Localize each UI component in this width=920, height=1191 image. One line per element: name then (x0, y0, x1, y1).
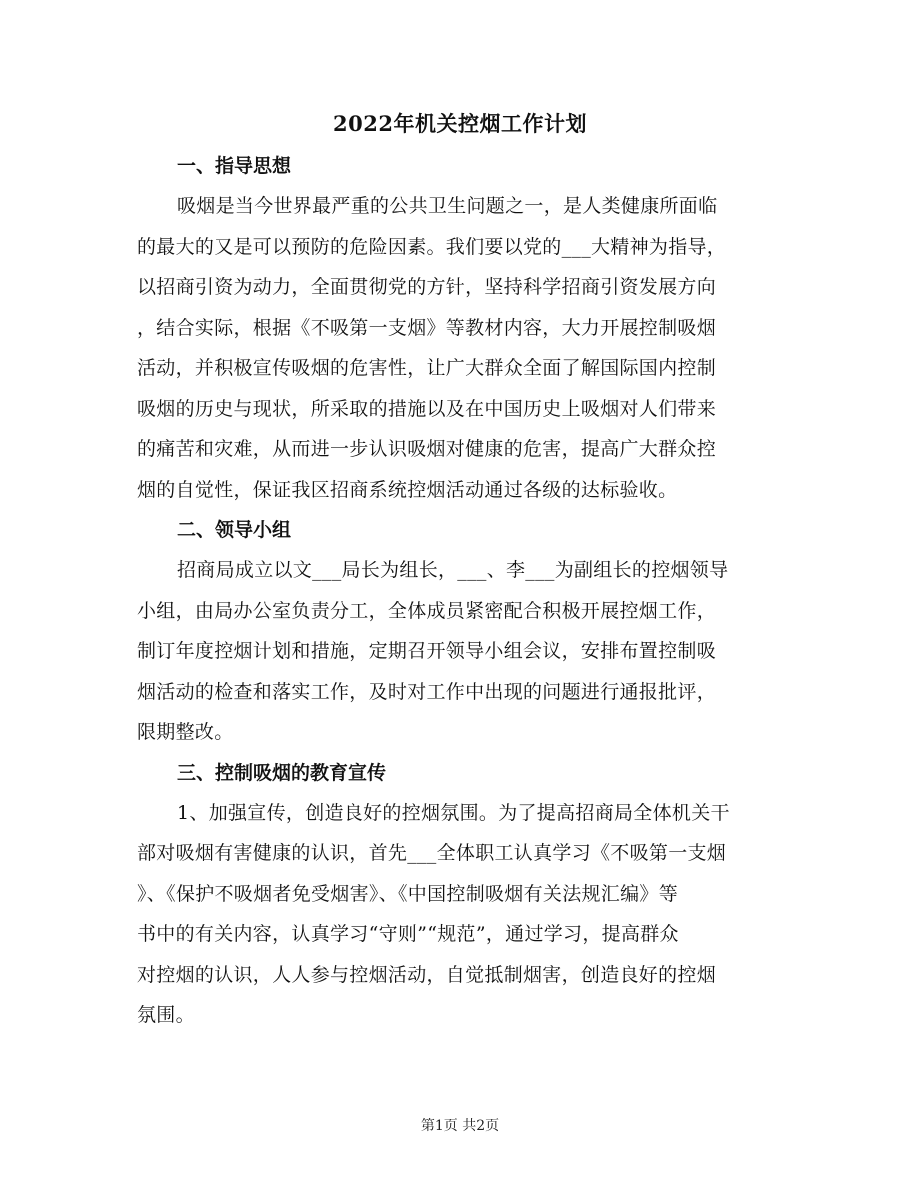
paragraph-line: 吸烟是当今世界最严重的公共卫生问题之一，是人类健康所面临 (177, 195, 718, 217)
paragraph-line: 以招商引资为动力，全面贯彻党的方针，坚持科学招商引资发展方向 (137, 276, 717, 298)
section-heading: 二、领导小组 (177, 519, 292, 541)
section-heading: 三、控制吸烟的教育宣传 (177, 761, 387, 784)
section-heading: 一、指导思想 (177, 155, 292, 177)
paragraph-line: 烟的自觉性，保证我区招商系统控烟活动通过各级的达标验收。 (137, 478, 678, 501)
paragraph-line: 部对吸烟有害健康的认识，首先___全体职工认真学习《不吸第一支烟 (137, 842, 727, 864)
paragraph (137, 186, 783, 510)
paragraph-line: 活动，并积极宣传吸烟的危害性，让广大群众全面了解国际国内控制 (137, 357, 717, 379)
page-number-footer: 第1页 共2页 (420, 1118, 500, 1134)
paragraph-line: 的最大的又是可以预防的危险因素。我们要以党的___大精神为指导， (137, 235, 727, 258)
paragraph-line: 限期整改。 (137, 721, 234, 743)
section-education-promotion (137, 753, 783, 1036)
paragraph-line: 1、加强宣传，创造良好的控烟氛围。为了提高招商局全体机关干 (177, 801, 730, 824)
paragraph (137, 550, 783, 753)
paragraph-line: 小组，由局办公室负责分工，全体成员紧密配合积极开展控烟工作， (137, 599, 717, 622)
paragraph (137, 793, 783, 1036)
paragraph-line: 氛围。 (137, 1004, 195, 1026)
paragraph-line: 的痛苦和灾难，从而进一步认识吸烟对健康的危害，提高广大群众控 (137, 438, 717, 460)
section-leading-group (137, 510, 783, 753)
paragraph-line: 书中的有关内容，认真学习“守则”“规范”，通过学习，提高群众 (137, 923, 679, 945)
paragraph-line: 招商局成立以文___局长为组长，___、李___为副组长的控烟领导 (177, 559, 729, 581)
paragraph-line: 烟活动的检查和落实工作，及时对工作中出现的问题进行通报批评， (137, 680, 717, 703)
section-guiding-ideology (137, 146, 783, 510)
paragraph-line: 吸烟的历史与现状，所采取的措施以及在中国历史上吸烟对人们带来 (137, 397, 717, 420)
paragraph-line: 对控烟的认识，人人参与控烟活动，自觉抵制烟害，创造良好的控烟 (137, 963, 717, 986)
document-title: 2022年机关控烟工作计划 (333, 111, 587, 136)
paragraph-line: 制订年度控烟计划和措施，定期召开领导小组会议，安排布置控制吸 (137, 640, 717, 662)
paragraph-line: 》、《保护不吸烟者免受烟害》、《中国控制吸烟有关法规汇编》等 (137, 882, 679, 905)
document-body (137, 146, 783, 1036)
paragraph-line: ，结合实际，根据《不吸第一支烟》等教材内容，大力开展控制吸烟 (137, 316, 717, 339)
